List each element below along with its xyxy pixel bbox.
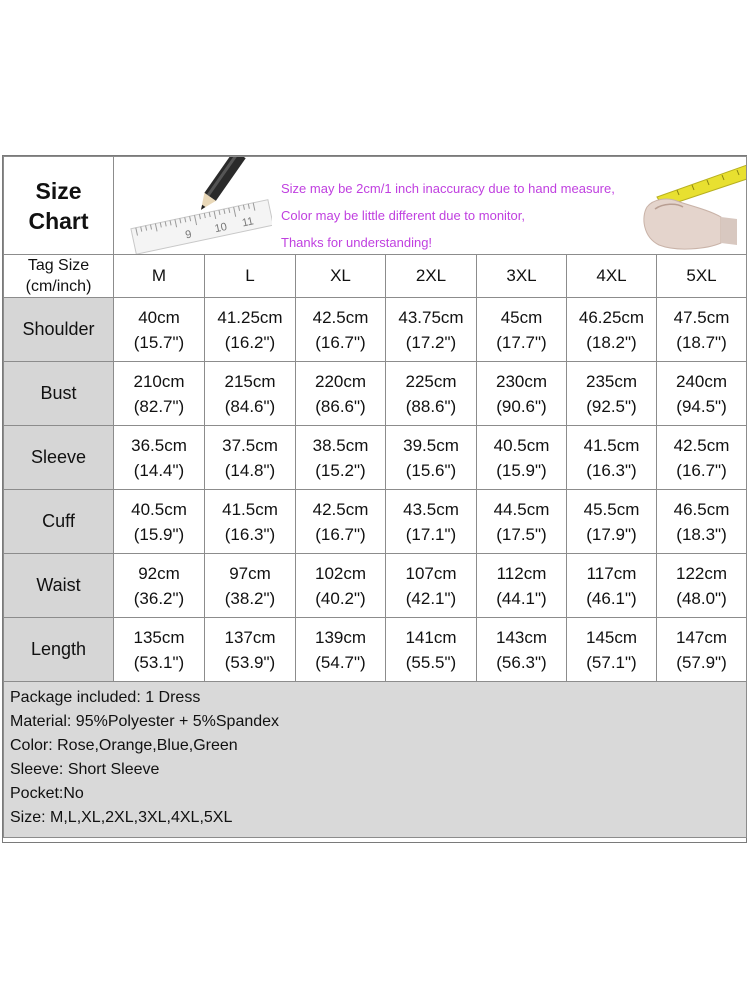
cm-value: 38.5cm: [312, 435, 369, 455]
banner: [114, 157, 747, 255]
measure-cell: [205, 618, 296, 682]
cm-value: 112cm: [496, 563, 547, 583]
measure-cell: [386, 618, 477, 682]
cm-value: 42.5cm: [673, 435, 730, 455]
cm-value: 230cm: [495, 371, 548, 391]
cm-value: 44.5cm: [493, 499, 550, 519]
measure-cell: [477, 362, 567, 426]
measure-row-waist: [4, 554, 747, 618]
measure-cell: [296, 490, 386, 554]
inch-value: (42.1"): [405, 588, 457, 608]
inch-value: (17.7"): [496, 332, 547, 352]
measure-cell: [296, 298, 386, 362]
cm-value: 210cm: [133, 371, 185, 391]
size-header-xl: XL: [296, 255, 386, 298]
inch-value: (53.1"): [133, 652, 185, 672]
product-info: [4, 682, 747, 838]
cm-value: 143cm: [495, 627, 548, 647]
size-header-row: [4, 255, 747, 298]
cm-value: 41.5cm: [222, 499, 278, 519]
cm-value: 41.25cm: [217, 307, 283, 327]
measure-cell: [114, 554, 205, 618]
measure-cell: [114, 298, 205, 362]
measure-cell: [567, 298, 657, 362]
inch-value: (14.8"): [224, 460, 276, 480]
inch-value: (38.2"): [224, 588, 276, 608]
inch-value: (92.5"): [586, 396, 637, 416]
inch-value: (48.0"): [676, 588, 727, 608]
info-size: Size: M,L,XL,2XL,3XL,4XL,5XL: [10, 809, 233, 826]
measure-row-bust: [4, 362, 747, 426]
measure-cell: [296, 554, 386, 618]
cm-value: 46.5cm: [673, 499, 730, 519]
cm-value: 117cm: [586, 563, 637, 583]
row-label: Shoulder: [4, 298, 114, 362]
cm-value: 137cm: [224, 627, 276, 647]
inch-value: (17.9"): [586, 524, 637, 544]
chart-title: [4, 157, 114, 255]
tag-size-label: [4, 255, 114, 298]
inch-value: (56.3"): [496, 652, 547, 672]
inch-value: (15.2"): [315, 460, 366, 480]
chart-title-line1: Size: [35, 177, 82, 204]
measure-row-cuff: [4, 490, 747, 554]
disclaimer-notes: [281, 175, 615, 255]
cm-value: 43.5cm: [403, 499, 459, 519]
measure-cell: [386, 362, 477, 426]
ruler-number-11: 11: [241, 215, 255, 230]
cm-value: 42.5cm: [312, 499, 369, 519]
cm-value: 240cm: [675, 371, 728, 391]
measure-cell: [386, 490, 477, 554]
row-label: Length: [4, 618, 114, 682]
size-chart: [2, 155, 747, 843]
cm-value: 220cm: [314, 371, 367, 391]
measure-cell: [386, 298, 477, 362]
measure-cell: [477, 426, 567, 490]
note-thanks: Thanks for understanding!: [281, 235, 433, 250]
measure-cell: [567, 490, 657, 554]
measure-cell: [205, 298, 296, 362]
cm-value: 39.5cm: [403, 435, 459, 455]
measure-cell: [567, 362, 657, 426]
tag-size-line2: (cm/inch): [25, 278, 92, 295]
inch-value: (17.5"): [496, 524, 547, 544]
measure-row-sleeve: [4, 426, 747, 490]
inch-value: (16.7"): [315, 524, 366, 544]
inch-value: (44.1"): [496, 588, 547, 608]
cm-value: 45cm: [500, 307, 543, 327]
inch-value: (15.9"): [133, 524, 185, 544]
inch-value: (55.5"): [405, 652, 457, 672]
inch-value: (16.3"): [586, 460, 637, 480]
inch-value: (16.3"): [224, 524, 276, 544]
inch-value: (17.2"): [405, 332, 457, 352]
measure-cell: [386, 554, 477, 618]
size-header-m: M: [114, 255, 205, 298]
measure-cell: [114, 362, 205, 426]
cm-value: 97cm: [229, 563, 271, 583]
header-row: [4, 157, 747, 255]
cm-value: 141cm: [405, 627, 457, 647]
inch-value: (90.6"): [496, 396, 547, 416]
inch-value: (84.6"): [224, 396, 276, 416]
row-label: Bust: [4, 362, 114, 426]
inch-value: (18.3"): [676, 524, 727, 544]
cm-value: 47.5cm: [673, 307, 730, 327]
inch-value: (15.7"): [133, 332, 185, 352]
size-header-l: L: [205, 255, 296, 298]
row-label: Cuff: [4, 490, 114, 554]
note-measure: Size may be 2cm/1 inch inaccuracy due to hand measure,: [281, 181, 615, 196]
inch-value: (17.1"): [405, 524, 457, 544]
inch-value: (40.2"): [315, 588, 366, 608]
cm-value: 147cm: [675, 627, 728, 647]
measure-cell: [114, 618, 205, 682]
inch-value: (88.6"): [405, 396, 457, 416]
cm-value: 36.5cm: [131, 435, 187, 455]
info-material: Material: 95%Polyester + 5%Spandex: [10, 713, 280, 730]
inch-value: (15.6"): [405, 460, 457, 480]
measure-cell: [567, 618, 657, 682]
chart-title-line2: Chart: [28, 207, 89, 234]
inch-value: (18.7"): [676, 332, 727, 352]
inch-value: (53.9"): [224, 652, 276, 672]
size-header-5xl: 5XL: [657, 255, 747, 298]
measure-cell: [477, 298, 567, 362]
pencil-ruler-icon: [122, 157, 272, 254]
inch-value: (36.2"): [133, 588, 185, 608]
cm-value: 235cm: [585, 371, 638, 391]
cm-value: 135cm: [133, 627, 185, 647]
measure-cell: [296, 618, 386, 682]
inch-value: (82.7"): [133, 396, 185, 416]
cm-value: 139cm: [314, 627, 367, 647]
size-table: [3, 156, 747, 838]
tag-size-line1: Tag Size: [27, 257, 90, 274]
measure-cell: [657, 490, 747, 554]
inch-value: (94.5"): [676, 396, 727, 416]
measure-cell: [386, 426, 477, 490]
cm-value: 42.5cm: [312, 307, 369, 327]
ruler-number-10: 10: [213, 220, 229, 236]
info-color: Color: Rose,Orange,Blue,Green: [10, 737, 238, 754]
inch-value: (46.1"): [586, 588, 637, 608]
inch-value: (14.4"): [133, 460, 185, 480]
row-label: Sleeve: [4, 426, 114, 490]
note-color: Color may be little different due to monitor,: [281, 208, 525, 223]
measure-cell: [657, 362, 747, 426]
info-row: [4, 682, 747, 838]
inch-value: (15.9"): [496, 460, 547, 480]
cm-value: 145cm: [585, 627, 638, 647]
measure-cell: [477, 618, 567, 682]
measure-cell: [657, 618, 747, 682]
cm-value: 225cm: [405, 371, 457, 391]
cm-value: 40.5cm: [493, 435, 550, 455]
inch-value: (54.7"): [315, 652, 366, 672]
measure-cell: [657, 298, 747, 362]
cm-value: 122cm: [675, 563, 728, 583]
cm-value: 215cm: [224, 371, 276, 391]
cm-value: 40cm: [138, 307, 180, 327]
inch-value: (18.2"): [586, 332, 637, 352]
inch-value: (57.1"): [586, 652, 637, 672]
cm-value: 40.5cm: [131, 499, 187, 519]
cm-value: 92cm: [138, 563, 180, 583]
cm-value: 107cm: [405, 563, 457, 583]
measure-cell: [205, 426, 296, 490]
cm-value: 45.5cm: [583, 499, 640, 519]
hand-tape-measure-icon: [637, 157, 747, 254]
measure-cell: [477, 554, 567, 618]
measure-cell: [567, 554, 657, 618]
size-header-2xl: 2XL: [386, 255, 477, 298]
measure-cell: [205, 490, 296, 554]
row-label: Waist: [4, 554, 114, 618]
cm-value: 102cm: [314, 563, 367, 583]
info-sleeve: Sleeve: Short Sleeve: [10, 761, 160, 778]
info-pocket: Pocket:No: [10, 785, 84, 802]
inch-value: (57.9"): [676, 652, 727, 672]
measure-cell: [205, 362, 296, 426]
measure-cell: [296, 362, 386, 426]
measure-cell: [567, 426, 657, 490]
inch-value: (16.2"): [224, 332, 276, 352]
measure-row-length: [4, 618, 747, 682]
inch-value: (16.7"): [676, 460, 727, 480]
measure-cell: [114, 490, 205, 554]
info-package: Package included: 1 Dress: [10, 689, 201, 706]
size-header-4xl: 4XL: [567, 255, 657, 298]
inch-value: (86.6"): [315, 396, 366, 416]
measure-cell: [477, 490, 567, 554]
ruler-number-9: 9: [184, 228, 193, 242]
measure-cell: [296, 426, 386, 490]
measure-cell: [657, 426, 747, 490]
measure-row-shoulder: [4, 298, 747, 362]
cm-value: 37.5cm: [222, 435, 278, 455]
measure-cell: [657, 554, 747, 618]
cm-value: 43.75cm: [398, 307, 464, 327]
measure-cell: [205, 554, 296, 618]
cm-value: 46.25cm: [578, 307, 645, 327]
inch-value: (16.7"): [315, 332, 366, 352]
measure-cell: [114, 426, 205, 490]
size-header-3xl: 3XL: [477, 255, 567, 298]
cm-value: 41.5cm: [583, 435, 640, 455]
